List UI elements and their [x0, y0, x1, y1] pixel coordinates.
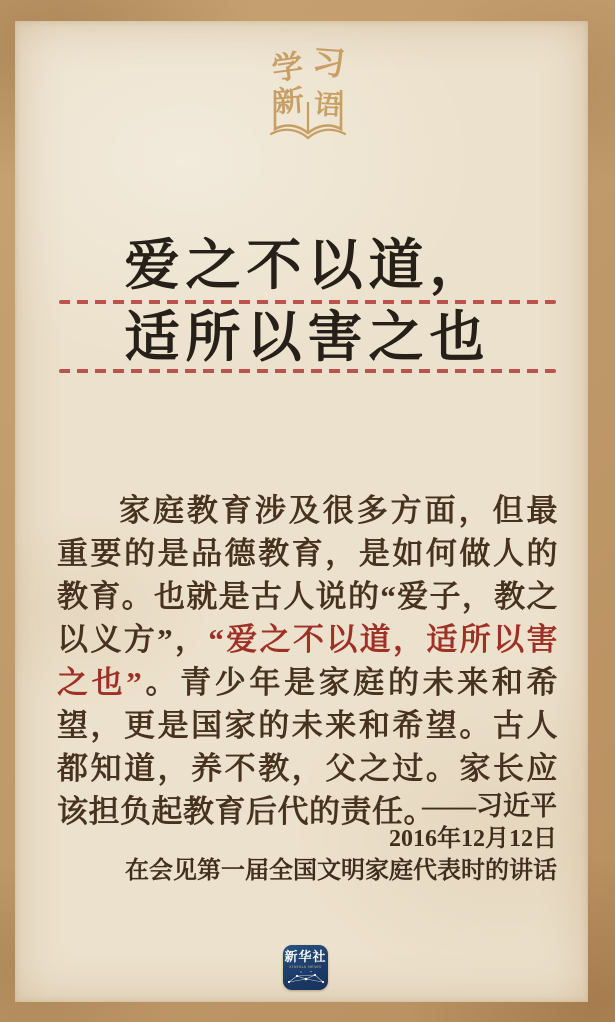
- quote-paragraph: [57, 489, 558, 833]
- constellation-network-icon: [287, 970, 325, 985]
- xinhua-cn-name: 新华社: [284, 949, 327, 964]
- brand-char-xi: 习: [310, 44, 346, 84]
- xuexi-xinyu-logo: [268, 44, 348, 140]
- paragraph-segment-highlight: “爱之不以道，适所以害之也”: [57, 622, 559, 700]
- attribution-date: 2016年12月12日: [389, 826, 557, 852]
- title-line-2: 适所以害之也: [124, 307, 491, 368]
- xinhua-news-logo: [283, 945, 328, 990]
- attribution-block: [125, 789, 557, 887]
- brand-char-yu: 语: [312, 89, 342, 121]
- paragraph-segment: 家庭教育涉及很多方面，但最重要的是品德教育，是如何做人的教育。也就是古人说的“爱子，教之以义方”，: [57, 493, 558, 657]
- red-dashed-divider-2: [59, 369, 556, 373]
- brand-char-xue: 学: [269, 48, 305, 87]
- title-line-1: 爱之不以道，: [124, 235, 491, 296]
- attribution-occasion: 在会见第一届全国文明家庭代表时的讲话: [125, 858, 557, 884]
- attribution-author: ——习近平: [422, 791, 557, 821]
- paragraph-segment: 。青少年是家庭的未来和希望，更是国家的未来和希望。古人都知道，养不教，父之过。家长应该担负起教育后代的责任。: [57, 665, 559, 829]
- xinhua-en-name: XINHUA NEWS: [289, 964, 322, 970]
- brand-char-xin: 新: [273, 85, 305, 119]
- red-dashed-divider-1: [59, 300, 556, 304]
